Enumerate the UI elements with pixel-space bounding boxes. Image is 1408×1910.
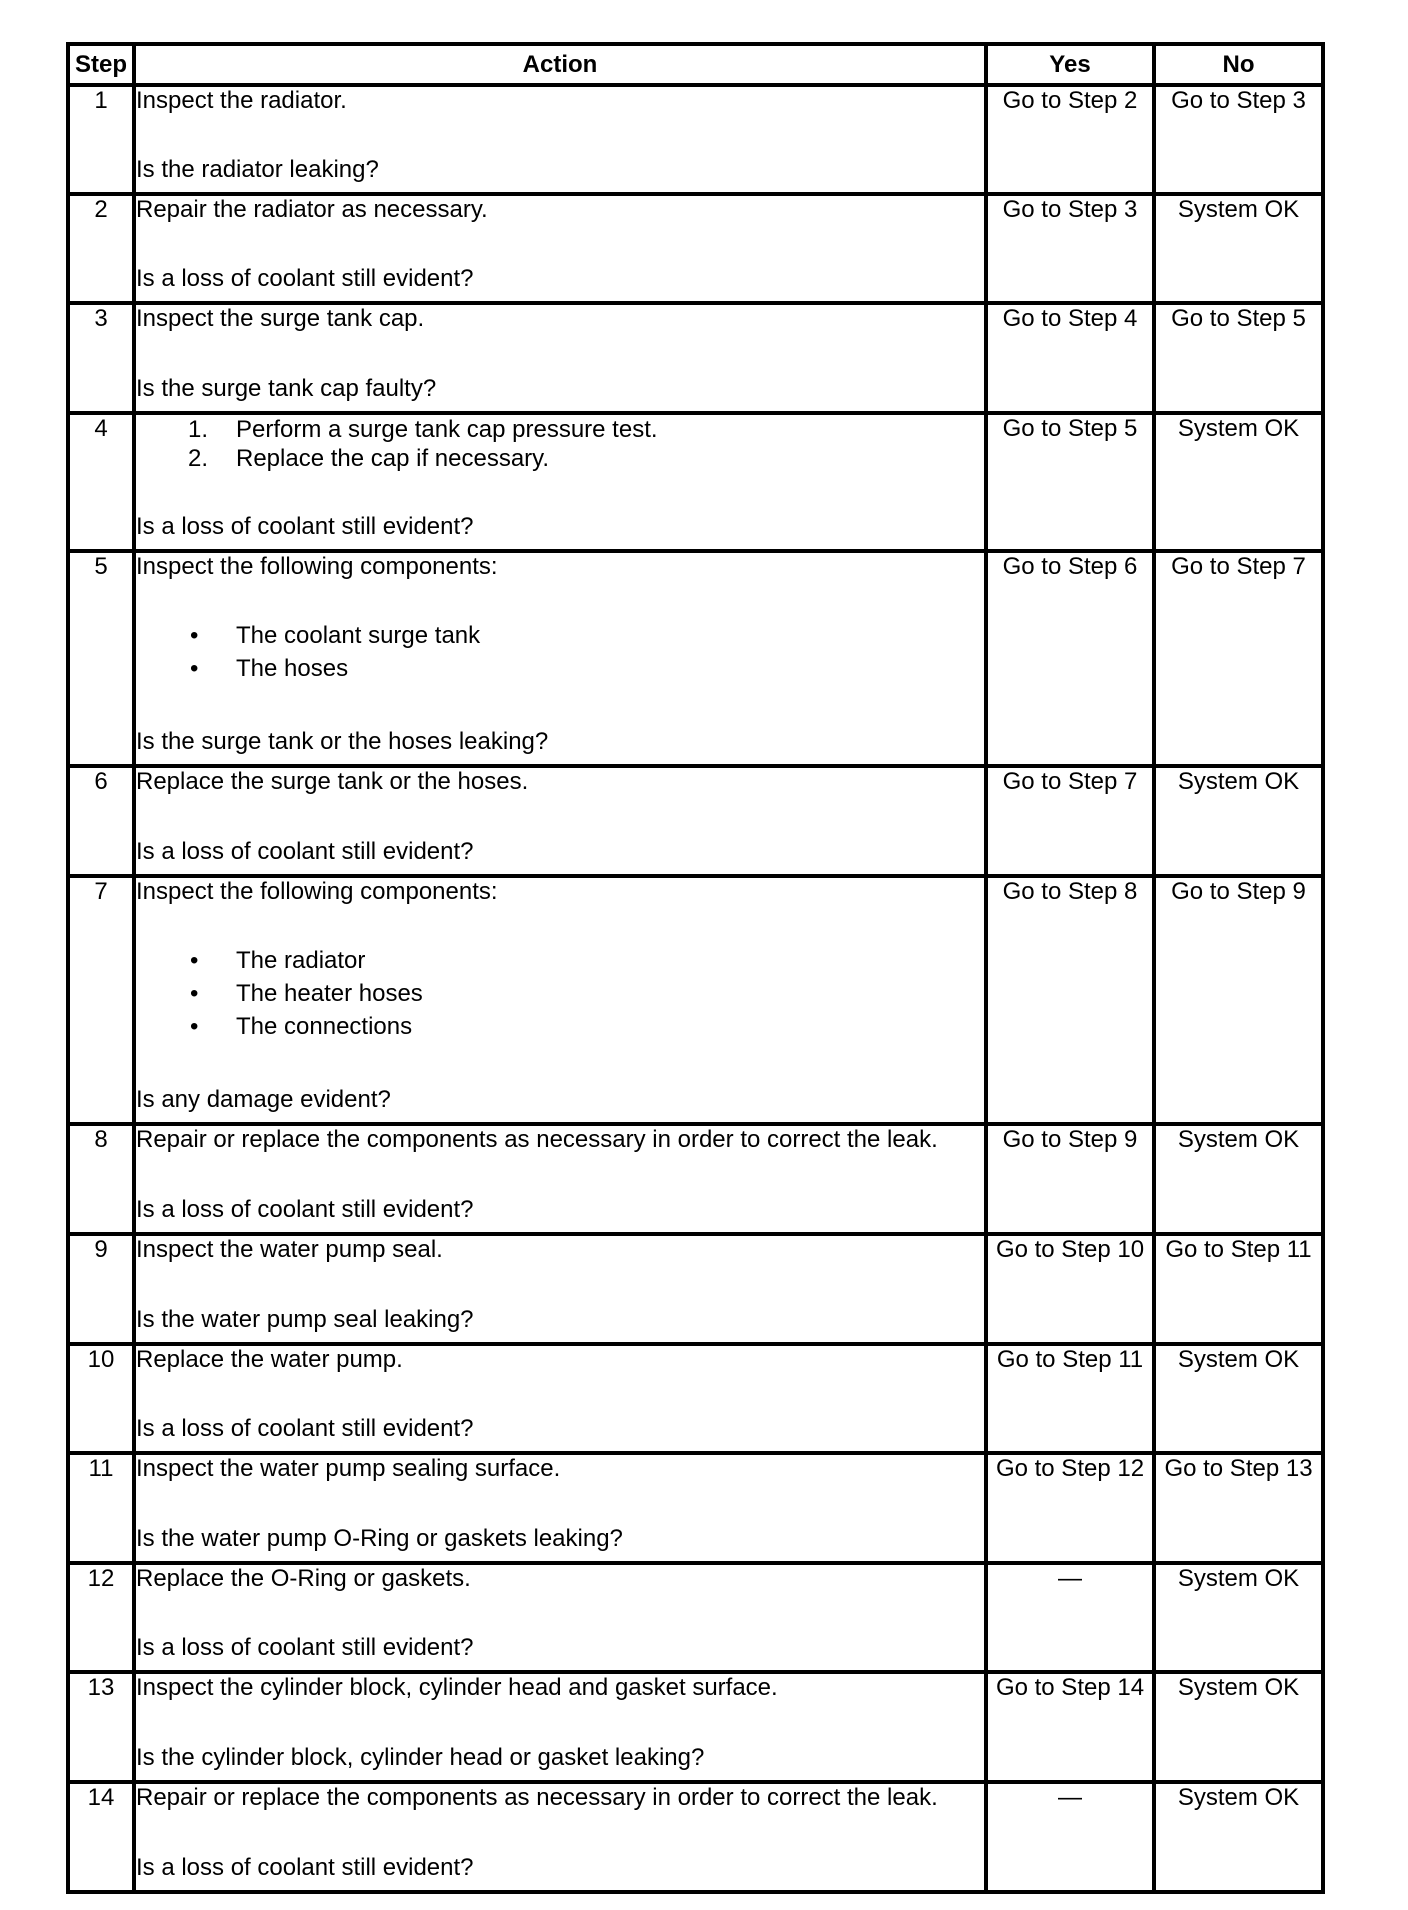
- action-instruction: Repair or replace the components as necessary in order to correct the leak.: [136, 1126, 938, 1153]
- no-result: Go to Step 9: [1154, 876, 1323, 1124]
- action-question: Is the water pump O-Ring or gaskets leaking?: [136, 1525, 623, 1552]
- list-item: • The radiator: [136, 944, 984, 977]
- action-instruction: Replace the water pump.: [136, 1346, 403, 1373]
- list-item: [136, 444, 984, 473]
- table-row: [68, 1234, 1323, 1344]
- action-instruction: Inspect the following components:: [136, 878, 498, 905]
- table-row: [68, 85, 1323, 194]
- action-cell: [134, 766, 986, 876]
- no-result: System OK: [1154, 1124, 1323, 1234]
- step-number: 3: [68, 303, 134, 413]
- table-row: [68, 1782, 1323, 1892]
- no-result: System OK: [1154, 1344, 1323, 1453]
- step-number: 2: [68, 194, 134, 303]
- list-item: • The coolant surge tank: [136, 619, 984, 652]
- step-number: 5: [68, 551, 134, 766]
- table-row: [68, 194, 1323, 303]
- list-number: 2.: [188, 445, 209, 472]
- step-number: 7: [68, 876, 134, 1124]
- bullet-list: [136, 944, 984, 1043]
- action-instruction: Inspect the cylinder block, cylinder head and gasket surface.: [136, 1674, 778, 1701]
- action-question: Is a loss of coolant still evident?: [136, 265, 474, 292]
- action-cell: [134, 194, 986, 303]
- yes-result: —: [986, 1563, 1154, 1672]
- action-question: Is the radiator leaking?: [136, 156, 379, 183]
- no-result: System OK: [1154, 1563, 1323, 1672]
- header-yes: Yes: [986, 44, 1154, 85]
- no-result: System OK: [1154, 1782, 1323, 1892]
- list-item: • The hoses: [136, 652, 984, 685]
- table-row: [68, 1672, 1323, 1782]
- yes-result: Go to Step 11: [986, 1344, 1154, 1453]
- action-cell: [134, 413, 986, 551]
- yes-result: Go to Step 9: [986, 1124, 1154, 1234]
- action-cell: [134, 303, 986, 413]
- yes-result: Go to Step 8: [986, 876, 1154, 1124]
- header-row: [68, 44, 1323, 85]
- action-instruction: Repair the radiator as necessary.: [136, 196, 488, 223]
- table-row: [68, 766, 1323, 876]
- step-number: 11: [68, 1453, 134, 1563]
- no-result: System OK: [1154, 766, 1323, 876]
- yes-result: Go to Step 10: [986, 1234, 1154, 1344]
- yes-result: —: [986, 1782, 1154, 1892]
- no-result: System OK: [1154, 1672, 1323, 1782]
- action-cell: [134, 1672, 986, 1782]
- action-instruction: Replace the O-Ring or gaskets.: [136, 1565, 471, 1592]
- list-item: • The connections: [136, 1010, 984, 1043]
- action-cell: [134, 551, 986, 766]
- action-cell: [134, 1124, 986, 1234]
- step-number: 6: [68, 766, 134, 876]
- yes-result: Go to Step 3: [986, 194, 1154, 303]
- action-instruction: Inspect the water pump seal.: [136, 1236, 443, 1263]
- no-result: Go to Step 5: [1154, 303, 1323, 413]
- action-question: Is a loss of coolant still evident?: [136, 1634, 474, 1661]
- table-row: [68, 1124, 1323, 1234]
- table-body: [68, 85, 1323, 1892]
- table-row: [68, 1563, 1323, 1672]
- no-result: Go to Step 13: [1154, 1453, 1323, 1563]
- action-cell: [134, 1344, 986, 1453]
- yes-result: Go to Step 2: [986, 85, 1154, 194]
- table-row: [68, 303, 1323, 413]
- action-instruction: Replace the surge tank or the hoses.: [136, 768, 529, 795]
- action-instruction: Repair or replace the components as necessary in order to correct the leak.: [136, 1784, 938, 1811]
- list-item: [136, 415, 984, 444]
- action-question: Is a loss of coolant still evident?: [136, 513, 474, 540]
- action-question: Is a loss of coolant still evident?: [136, 1196, 474, 1223]
- action-instruction: Inspect the radiator.: [136, 87, 347, 114]
- action-question: Is a loss of coolant still evident?: [136, 838, 474, 865]
- list-item-text: Replace the cap if necessary.: [236, 445, 550, 472]
- action-cell: [134, 1453, 986, 1563]
- step-number: 4: [68, 413, 134, 551]
- no-result: Go to Step 11: [1154, 1234, 1323, 1344]
- table-row: [68, 413, 1323, 551]
- action-question: Is a loss of coolant still evident?: [136, 1415, 474, 1442]
- no-result: Go to Step 3: [1154, 85, 1323, 194]
- header-step: Step: [68, 44, 134, 85]
- no-result: System OK: [1154, 413, 1323, 551]
- step-number: 8: [68, 1124, 134, 1234]
- yes-result: Go to Step 6: [986, 551, 1154, 766]
- yes-result: Go to Step 4: [986, 303, 1154, 413]
- action-instruction: Inspect the water pump sealing surface.: [136, 1455, 561, 1482]
- action-question: Is a loss of coolant still evident?: [136, 1854, 474, 1881]
- yes-result: Go to Step 5: [986, 413, 1154, 551]
- bullet-list: [136, 619, 984, 685]
- step-number: 13: [68, 1672, 134, 1782]
- action-cell: [134, 1782, 986, 1892]
- action-question: Is the surge tank cap faulty?: [136, 375, 437, 402]
- action-cell: [134, 876, 986, 1124]
- action-cell: [134, 1563, 986, 1672]
- yes-result: Go to Step 14: [986, 1672, 1154, 1782]
- step-number: 14: [68, 1782, 134, 1892]
- table-row: [68, 1344, 1323, 1453]
- action-question: Is the water pump seal leaking?: [136, 1306, 474, 1333]
- no-result: Go to Step 7: [1154, 551, 1323, 766]
- action-instruction: Inspect the surge tank cap.: [136, 305, 425, 332]
- action-cell: [134, 85, 986, 194]
- numbered-list: [136, 415, 984, 473]
- yes-result: Go to Step 12: [986, 1453, 1154, 1563]
- action-instruction: Inspect the following components:: [136, 553, 498, 580]
- action-question: Is any damage evident?: [136, 1086, 391, 1113]
- list-item: • The heater hoses: [136, 977, 984, 1010]
- action-cell: [134, 1234, 986, 1344]
- diagnostic-table: [66, 42, 1325, 1894]
- header-action: Action: [134, 44, 986, 85]
- table-row: [68, 551, 1323, 766]
- table-row: [68, 1453, 1323, 1563]
- table-row: [68, 876, 1323, 1124]
- step-number: 1: [68, 85, 134, 194]
- step-number: 12: [68, 1563, 134, 1672]
- step-number: 10: [68, 1344, 134, 1453]
- yes-result: Go to Step 7: [986, 766, 1154, 876]
- list-number: 1.: [188, 416, 209, 443]
- action-question: Is the cylinder block, cylinder head or gasket leaking?: [136, 1744, 705, 1771]
- list-item-text: Perform a surge tank cap pressure test.: [236, 416, 658, 443]
- action-question: Is the surge tank or the hoses leaking?: [136, 728, 549, 755]
- step-number: 9: [68, 1234, 134, 1344]
- header-no: No: [1154, 44, 1323, 85]
- no-result: System OK: [1154, 194, 1323, 303]
